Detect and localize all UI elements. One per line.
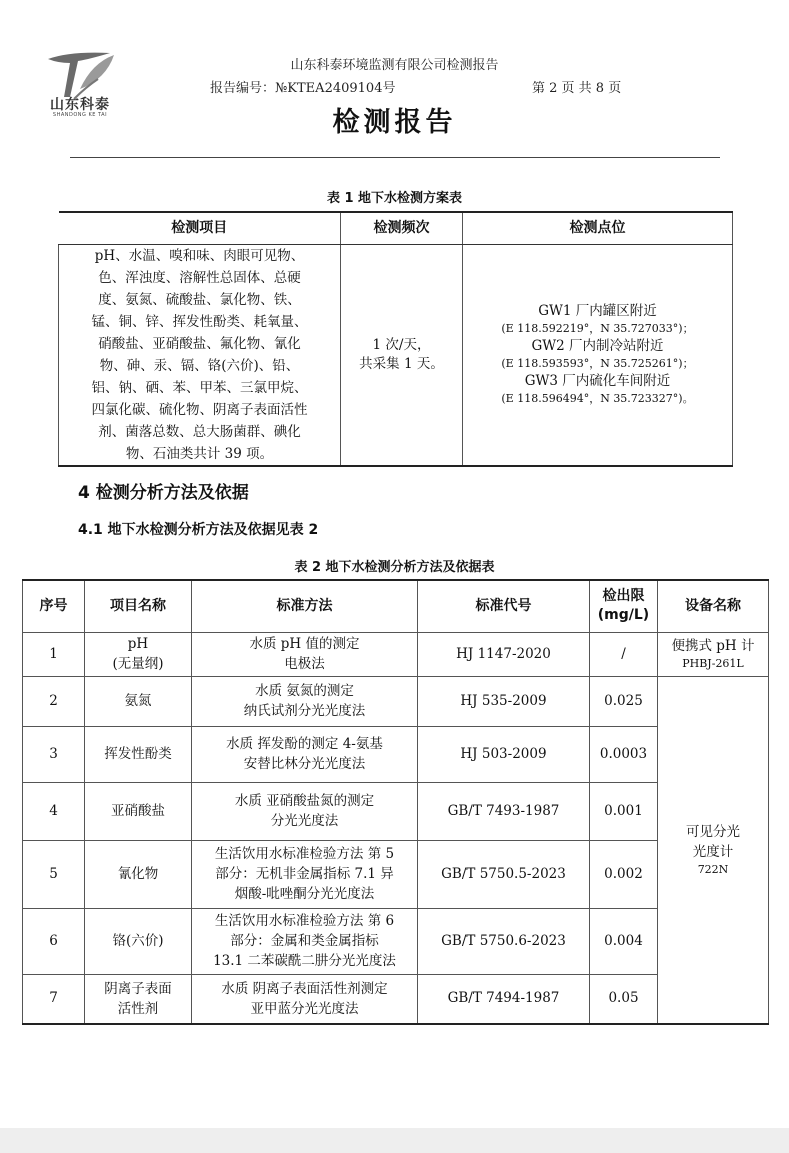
point-name: GW2 厂内制冷站附近 [531, 338, 664, 354]
items-line: 四氯化碳、硫化物、阴离子表面活性 [91, 401, 308, 418]
cell-method [192, 632, 418, 676]
table-row [23, 632, 769, 676]
header-limit-line: 检出限 [602, 588, 645, 605]
table-row [23, 840, 769, 908]
method-line: 13.1 二苯碳酰二肼分光光度法 [213, 953, 396, 969]
table1-items-cell [59, 244, 341, 466]
logo-text: 山东科泰 [50, 97, 110, 113]
cell-no: 1 [23, 632, 85, 676]
cell-limit: 0.025 [590, 676, 658, 726]
point-coord: (E 118.596494°，N 35.723327°)。 [501, 392, 694, 405]
table-row [23, 974, 769, 1024]
method-line: 纳氏试剂分光光度法 [243, 703, 366, 719]
page-bottom-band [0, 1128, 789, 1153]
document-title: 检测报告 [332, 107, 457, 138]
table-row [23, 726, 769, 782]
cell-limit: 0.004 [590, 908, 658, 974]
items-line: 锰、铜、锌、挥发性酚类、耗氧量、 [91, 313, 308, 330]
point-name: GW1 厂内罐区附近 [538, 303, 657, 319]
cell-method [192, 726, 418, 782]
method-line: 生活饮用水标准检验方法 第 6 [214, 913, 395, 929]
table1-points-cell [463, 244, 733, 466]
cell-limit: 0.0003 [590, 726, 658, 782]
method-line: 水质 pH 值的测定 [249, 636, 360, 652]
cell-no: 2 [23, 676, 85, 726]
method-line: 烟酸-吡唑酮分光光度法 [234, 886, 375, 902]
table-row [23, 676, 769, 726]
header-device: 设备名称 [658, 580, 769, 632]
logo-subtitle: SHANDONG KE TAI [52, 112, 108, 118]
device-line: 722N [697, 862, 729, 876]
device-line: 可见分光 [686, 823, 740, 840]
method-line: 生活饮用水标准检验方法 第 5 [214, 846, 395, 862]
cell-name: 氰化物 [85, 840, 192, 908]
point-coord: (E 118.593593°，N 35.725261°)； [501, 357, 694, 370]
method-line: 安替比林分光光度法 [243, 756, 366, 772]
name-line: 阴离子表面 [104, 980, 172, 997]
method-line: 亚甲蓝分光光度法 [250, 1000, 359, 1017]
cell-code: GB/T 5750.5-2023 [418, 840, 590, 908]
items-line: 度、氨氮、硫酸盐、氯化物、铁、 [98, 291, 301, 308]
cell-code: GB/T 7493-1987 [418, 782, 590, 840]
table2 [22, 579, 769, 1025]
items-line: 铝、钠、硒、苯、甲苯、三氯甲烷、 [91, 379, 308, 396]
cell-name [85, 974, 192, 1024]
cell-device [658, 632, 769, 676]
method-line: 水质 氨氮的测定 [255, 683, 354, 699]
cell-no: 5 [23, 840, 85, 908]
frequency-line: 1 次/天， [372, 336, 431, 353]
name-line: (无量纲) [112, 656, 164, 672]
cell-name: 挥发性酚类 [85, 726, 192, 782]
report-number: 报告编号：№KTEA2409104号 [210, 81, 396, 96]
header-limit [590, 580, 658, 632]
cell-method [192, 676, 418, 726]
header-method: 标准方法 [192, 580, 418, 632]
name-line: 活性剂 [117, 1000, 159, 1017]
table1-header-frequency: 检测频次 [341, 212, 463, 244]
cell-code: GB/T 5750.6-2023 [418, 908, 590, 974]
cell-no: 6 [23, 908, 85, 974]
cell-code: HJ 503-2009 [418, 726, 590, 782]
cell-no: 7 [23, 974, 85, 1024]
point-name: GW3 厂内硫化车间附近 [524, 373, 671, 389]
table1-header-points: 检测点位 [463, 212, 733, 244]
cell-limit: 0.001 [590, 782, 658, 840]
cell-no: 3 [23, 726, 85, 782]
items-line: 色、浑浊度、溶解性总固体、总硬 [98, 269, 301, 286]
header-limit-unit: (mg/L) [597, 607, 650, 624]
header-rule [70, 157, 720, 158]
device-line: 光度计 [692, 843, 734, 860]
cell-code: HJ 535-2009 [418, 676, 590, 726]
section-heading: 4 检测分析方法及依据 [78, 483, 249, 503]
cell-method [192, 908, 418, 974]
items-line: 物、石油类共计 39 项。 [125, 445, 274, 462]
cell-name: 铬(六价) [85, 908, 192, 974]
header-no: 序号 [23, 580, 85, 632]
cell-code: HJ 1147-2020 [418, 632, 590, 676]
method-line: 水质 亚硝酸盐氮的测定 [234, 793, 375, 809]
method-line: 部分：无机非金属指标 7.1 异 [215, 866, 394, 882]
cell-name: 亚硝酸盐 [85, 782, 192, 840]
cell-method [192, 840, 418, 908]
cell-limit: / [590, 632, 658, 676]
header-name: 项目名称 [85, 580, 192, 632]
point-coord: (E 118.592219°，N 35.727033°)； [501, 322, 694, 335]
method-line: 水质 挥发酚的测定 4-氨基 [226, 736, 383, 752]
table1 [58, 211, 733, 467]
table-row [23, 782, 769, 840]
name-line: pH [127, 636, 149, 652]
cell-device-shared [658, 676, 769, 1024]
cell-no: 4 [23, 782, 85, 840]
device-line: 便携式 pH 计 [671, 638, 755, 654]
header-code: 标准代号 [418, 580, 590, 632]
frequency-line: 共采集 1 天。 [359, 355, 444, 372]
items-line: pH、水温、嗅和味、肉眼可见物、 [94, 247, 305, 264]
table2-caption: 表 2 地下水检测分析方法及依据表 [294, 560, 495, 575]
table1-header-items: 检测项目 [59, 212, 341, 244]
method-line: 分光光度法 [270, 813, 339, 829]
page-number: 第 2 页 共 8 页 [532, 81, 622, 96]
cell-method [192, 974, 418, 1024]
table1-frequency-cell [341, 244, 463, 466]
table1-caption: 表 1 地下水检测方案表 [326, 191, 463, 206]
items-line: 物、砷、汞、镉、铬(六价)、铅、 [99, 357, 300, 374]
device-line: PHBJ-261L [682, 657, 744, 670]
cell-method [192, 782, 418, 840]
table-row [23, 908, 769, 974]
cell-name [85, 632, 192, 676]
items-line: 剂、菌落总数、总大肠菌群、碘化 [98, 423, 301, 440]
items-line: 硝酸盐、亚硝酸盐、氟化物、氰化 [98, 335, 301, 352]
cell-limit: 0.05 [590, 974, 658, 1024]
cell-limit: 0.002 [590, 840, 658, 908]
subsection-heading: 4.1 地下水检测分析方法及依据见表 2 [78, 522, 319, 538]
method-line: 部分：金属和类金属指标 [230, 933, 379, 949]
method-line: 水质 阴离子表面活性剂测定 [221, 980, 388, 997]
cell-name: 氨氮 [85, 676, 192, 726]
company-name: 山东科泰环境监测有限公司检测报告 [290, 58, 499, 73]
method-line: 电极法 [284, 656, 325, 672]
cell-code: GB/T 7494-1987 [418, 974, 590, 1024]
